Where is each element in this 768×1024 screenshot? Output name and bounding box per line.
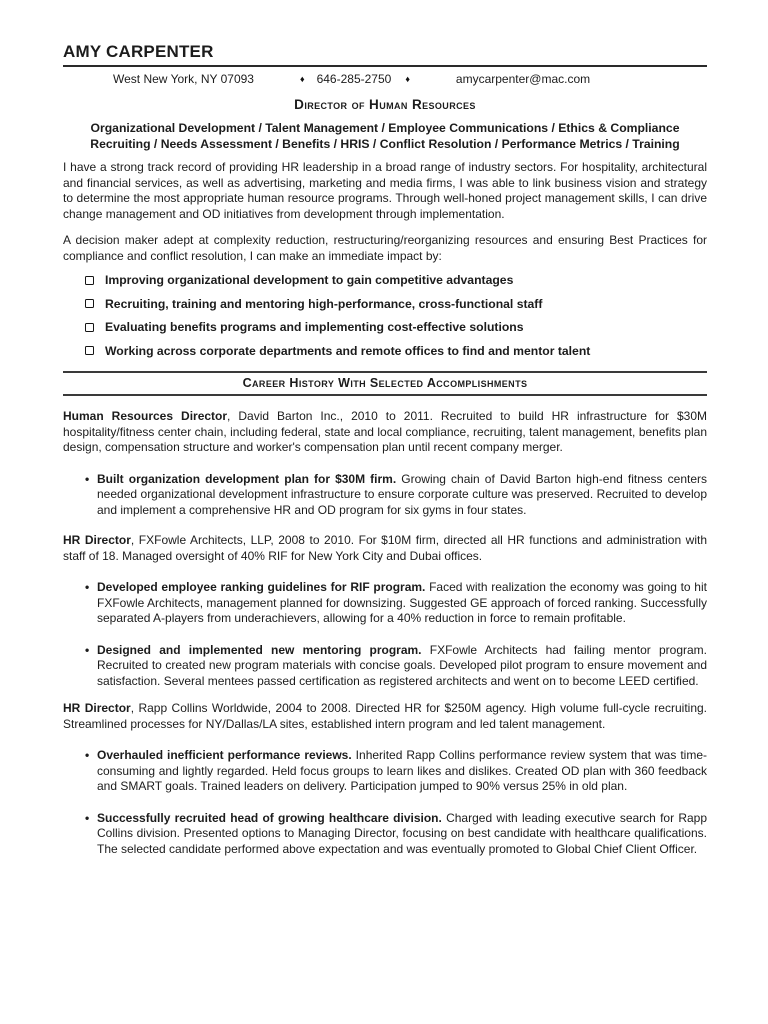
accomplishment-lead: Built organization development plan for $30M firm. <box>97 471 397 486</box>
impact-bullet <box>63 297 707 313</box>
accomplishment-bullet <box>63 472 707 519</box>
accomplishment-bullet <box>63 643 707 690</box>
accomplishment-body: Growing chain of David Barton high-end fitness centers needed organizational development infrastructure to ensure corporate culture was preserved. Recruited to develop and implement a comprehensive HR and OD program for six gyms in four states. <box>97 471 707 517</box>
accomplishment-bullet <box>63 811 707 858</box>
job-title: Human Resources Director <box>63 409 228 423</box>
job-details: , FXFowle Architects, LLP, 2008 to 2010. For $10M firm, directed all HR functions and administration with staff of 18. Managed oversight of 40% RIF for New York City and Dubai offices. <box>63 533 707 563</box>
accomplishment-body: Charged with leading executive search for Rapp Collins division. Presented options to Managing Director, focusing on best candidate with healthcare qualifications. The selected candidate performed above expectation and was eventually promoted to Global Chief Client Officer. <box>97 810 708 856</box>
accomplishment-lead: Overhauled inefficient performance reviews. <box>97 748 352 762</box>
checkbox-bullet-icon <box>85 276 94 285</box>
job-details: , David Barton Inc., 2010 to 2011. Recruited to build HR infrastructure for $30M hospitality/fitness center chain, including federal, state and local compliance, recruiting, talent management, benefits plan design, compensation structure and worker's compensation plan until recent company merger. <box>63 409 707 454</box>
accomplishment-body: Faced with realization the economy was going to hit FXFowle Architects, management planned for downsizing. Suggested GE approach of forced ranking. Successfully separated A-players from underachievers, allowing for a 40% reduction in force to remain profitable. <box>97 580 707 625</box>
accomplishment-body: Inherited Rapp Collins performance review system that was time-consuming and lightly regarded. Held focus groups to learn likes and dislikes. Created OD plan with 360 feedback and SMART goals. Trained leaders on delivery. Participation jumped to 90% versus 25% in old plan. <box>97 748 707 793</box>
impact-bullet-text: Evaluating benefits programs and implementing cost-effective solutions <box>105 320 524 334</box>
accomplishment-text <box>97 580 707 627</box>
impact-bullet-text: Recruiting, training and mentoring high-performance, cross-functional staff <box>105 296 543 311</box>
diamond-separator-icon: ♦ <box>405 74 410 84</box>
accomplishment-body: FXFowle Architects had failing mentor program. Recruited to created new program materials with concise goals. Developed pilot program to ensure movement and satisfaction. Several mentees passed certification as registered architects and went on to become LEED certified. <box>97 642 707 688</box>
dot-bullet-icon: • <box>85 580 90 594</box>
keyword-line-1: Organizational Development / Talent Management / Employee Communications / Ethics & Compliance <box>90 121 680 135</box>
accomplishment-lead: Designed and implemented new mentoring program. <box>97 642 422 657</box>
summary-paragraph-1: I have a strong track record of providing HR leadership in a broad range of industry sectors. For hospitality, architectural and financial services, as well as advertising, marketing and media firms, I was able to link business vision and strategy to determine the most appropriate human resource programs. Through well-honed project management skills, I can drive change management and OD initiatives from development through implementation. <box>63 160 707 221</box>
contact-row <box>63 72 707 86</box>
accomplishment-bullet <box>63 748 707 795</box>
accomplishment-bullet <box>63 580 707 627</box>
dot-bullet-icon: • <box>85 748 90 762</box>
diamond-separator-icon: ♦ <box>299 74 305 84</box>
checkbox-bullet-icon <box>85 346 94 355</box>
checkbox-bullet-icon <box>85 323 94 332</box>
contact-phone: 646-285-2750 <box>316 72 392 86</box>
keyword-line-2: Recruiting / Needs Assessment / Benefits / HRIS / Conflict Resolution / Performance Metrics / Training <box>90 136 680 151</box>
section-header-career-history: Career History With Selected Accomplishments <box>63 371 707 396</box>
impact-bullet-text: Improving organizational development to gain competitive advantages <box>105 273 514 287</box>
impact-bullet-list <box>63 273 707 359</box>
job-entry-david-barton <box>63 409 707 456</box>
keyword-summary <box>63 121 707 152</box>
candidate-name: AMY CARPENTER <box>63 42 707 67</box>
contact-location: West New York, NY 07093 <box>113 72 254 86</box>
job-entry-rapp-collins <box>63 701 707 732</box>
impact-bullet <box>63 273 707 289</box>
contact-email: amycarpenter@mac.com <box>455 72 591 86</box>
job-title: HR Director <box>63 701 131 715</box>
dot-bullet-icon: • <box>85 810 90 825</box>
job-details: , Rapp Collins Worldwide, 2004 to 2008. Directed HR for $250M agency. High volume full-cycle recruiting. Streamlined processes for NY/Dallas/LA sites, established intern program and led talent management. <box>63 701 707 731</box>
dot-bullet-icon: • <box>85 471 90 486</box>
accomplishment-lead: Successfully recruited head of growing healthcare division. <box>97 810 442 825</box>
accomplishment-lead: Developed employee ranking guidelines for RIF program. <box>97 580 426 594</box>
accomplishment-text <box>97 472 707 519</box>
impact-bullet-text: Working across corporate departments and remote offices to find and mentor talent <box>105 343 591 358</box>
impact-bullet <box>63 320 707 336</box>
job-title: HR Director <box>63 533 131 547</box>
accomplishment-text <box>97 643 707 690</box>
accomplishment-text <box>97 748 707 795</box>
impact-bullet <box>63 344 707 360</box>
dot-bullet-icon: • <box>85 642 90 657</box>
job-entry-fxfowle <box>63 533 707 564</box>
summary-paragraph-2: A decision maker adept at complexity reduction, restructuring/reorganizing resources and ensuring Best Practices for compliance and conflict resolution, I can make an immediate impact by: <box>63 233 707 263</box>
checkbox-bullet-icon <box>85 299 94 308</box>
professional-title: Director of Human Resources <box>294 97 476 112</box>
accomplishment-text <box>97 811 707 858</box>
